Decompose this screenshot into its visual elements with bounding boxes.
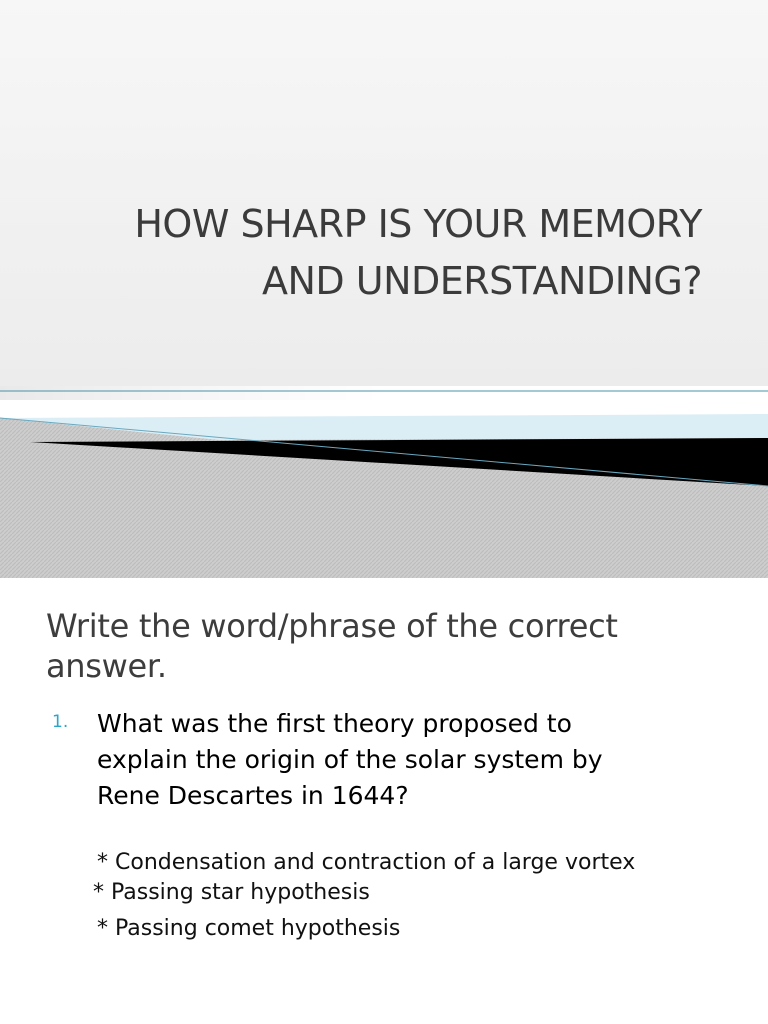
slide-title: HOW SHARP IS YOUR MEMORY AND UNDERSTANDING? (134, 202, 702, 303)
answer-option-3: * Passing comet hypothesis (97, 916, 401, 941)
answer-option-2: * Passing star hypothesis (93, 880, 370, 905)
answer-option-1: * Condensation and contraction of a large vortex (97, 850, 636, 875)
title-background (0, 0, 768, 390)
question-text: What was the first theory proposed to explain the origin of the solar system by Rene Descartes in 1644? (97, 709, 603, 810)
question-number: 1. (52, 712, 69, 732)
instruction-heading: Write the word/phrase of the correct answer. (46, 607, 618, 685)
decorative-banner (0, 386, 768, 578)
